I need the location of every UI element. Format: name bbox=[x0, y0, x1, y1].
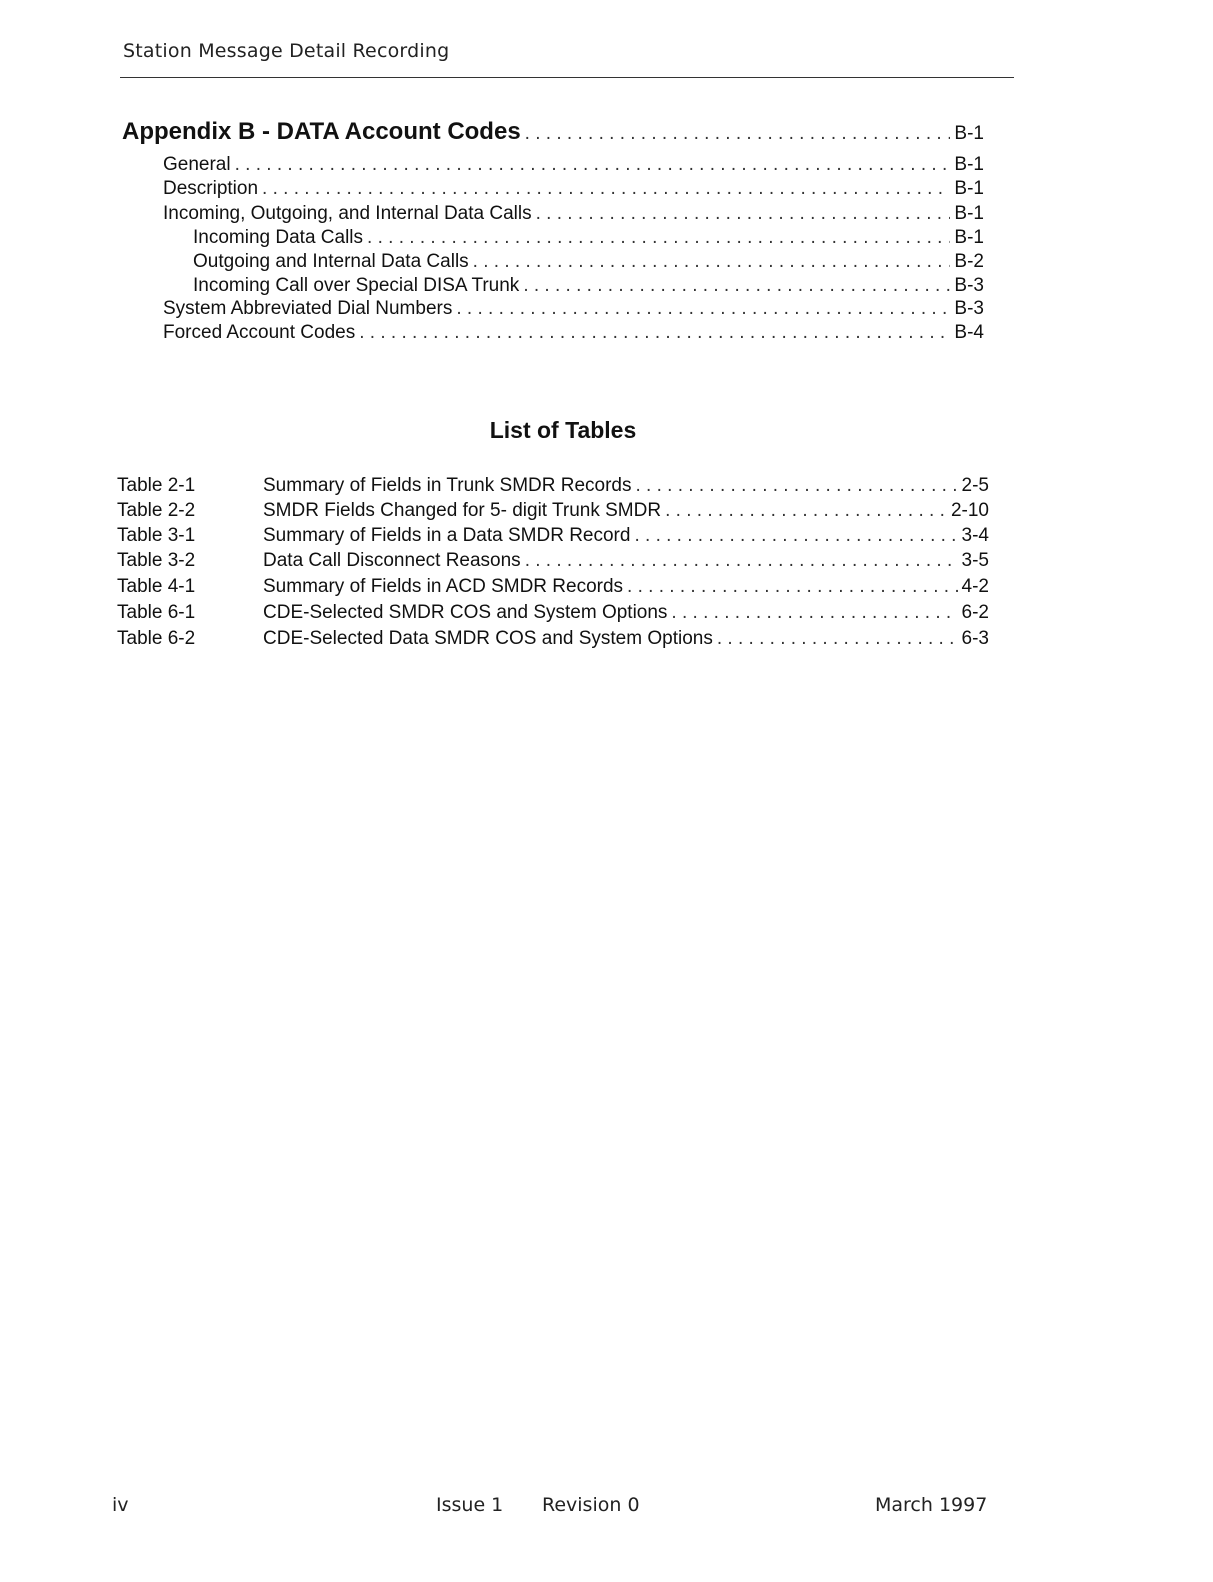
footer-issue: Issue 1 bbox=[436, 1494, 504, 1516]
toc-entry-forced-account-codes bbox=[163, 322, 984, 344]
table-entry bbox=[117, 628, 989, 652]
toc-entry-label: Incoming Data Calls bbox=[193, 227, 364, 248]
toc-entry-label: Forced Account Codes bbox=[163, 322, 356, 343]
dot-leader bbox=[359, 322, 950, 344]
dot-leader bbox=[473, 251, 951, 273]
appendix-title: Appendix B - DATA Account Codes bbox=[122, 118, 521, 145]
header-rule bbox=[120, 77, 1014, 78]
table-page: 2-5 bbox=[961, 475, 989, 496]
table-entry bbox=[117, 525, 989, 549]
table-page: 6-2 bbox=[961, 602, 989, 623]
dot-leader bbox=[525, 123, 951, 145]
header-title: Station Message Detail Recording bbox=[123, 40, 450, 62]
table-page: 4-2 bbox=[961, 576, 989, 597]
dot-leader bbox=[636, 475, 958, 497]
dot-leader bbox=[262, 178, 950, 200]
dot-leader bbox=[367, 227, 950, 249]
toc-entry-incoming-data-calls bbox=[193, 227, 984, 249]
table-entry bbox=[117, 602, 989, 626]
table-page: 3-5 bbox=[961, 550, 989, 571]
table-entry bbox=[117, 475, 989, 499]
table-entry bbox=[117, 550, 989, 574]
dot-leader bbox=[523, 275, 950, 297]
toc-entry-disa-trunk bbox=[193, 275, 984, 297]
appendix-page: B-1 bbox=[954, 123, 984, 144]
table-entry bbox=[117, 576, 989, 600]
table-number: Table 6-1 bbox=[117, 602, 196, 623]
toc-entry-label: Description bbox=[163, 178, 259, 199]
toc-entry-page: B-1 bbox=[954, 203, 984, 224]
dot-leader bbox=[235, 154, 951, 176]
dot-leader bbox=[665, 500, 947, 522]
table-title: Data Call Disconnect Reasons bbox=[263, 550, 521, 571]
table-title: Summary of Fields in Trunk SMDR Records bbox=[263, 475, 632, 496]
table-title: CDE-Selected SMDR COS and System Options bbox=[263, 602, 668, 623]
table-number: Table 4-1 bbox=[117, 576, 196, 597]
table-number: Table 6-2 bbox=[117, 628, 196, 649]
toc-entry-general bbox=[163, 154, 984, 176]
toc-entry-page: B-1 bbox=[954, 178, 984, 199]
table-entry bbox=[117, 500, 989, 524]
table-entry-line bbox=[263, 475, 989, 497]
dot-leader bbox=[627, 576, 957, 598]
toc-entry-page: B-1 bbox=[954, 227, 984, 248]
table-title: SMDR Fields Changed for 5- digit Trunk SMDR bbox=[263, 500, 662, 521]
table-entry-line bbox=[263, 550, 989, 572]
table-number: Table 2-1 bbox=[117, 475, 196, 496]
table-number: Table 3-2 bbox=[117, 550, 196, 571]
table-page: 2-10 bbox=[950, 500, 989, 521]
toc-entry-page: B-1 bbox=[954, 154, 984, 175]
table-entry-line bbox=[263, 602, 989, 624]
toc-entry-page: B-3 bbox=[954, 298, 984, 319]
dot-leader bbox=[536, 203, 951, 225]
dot-leader bbox=[634, 525, 957, 547]
table-entry-line bbox=[263, 628, 989, 650]
toc-entry-page: B-2 bbox=[954, 251, 984, 272]
toc-entry-page: B-4 bbox=[954, 322, 984, 343]
footer-revision: Revision 0 bbox=[542, 1494, 640, 1516]
toc-entry-label: System Abbreviated Dial Numbers bbox=[163, 298, 453, 319]
table-title: Summary of Fields in ACD SMDR Records bbox=[263, 576, 624, 597]
appendix-heading-row bbox=[122, 118, 984, 146]
toc-entry-page: B-3 bbox=[954, 275, 984, 296]
list-of-tables-title: List of Tables bbox=[489, 417, 637, 443]
dot-leader bbox=[717, 628, 958, 650]
toc-entry-label: Incoming, Outgoing, and Internal Data Calls bbox=[163, 203, 532, 224]
toc-entry-label: Outgoing and Internal Data Calls bbox=[193, 251, 469, 272]
table-page: 6-3 bbox=[961, 628, 989, 649]
toc-entry-label: Incoming Call over Special DISA Trunk bbox=[193, 275, 520, 296]
toc-entry-data-calls bbox=[163, 203, 984, 225]
toc-entry-outgoing-internal-data-calls bbox=[193, 251, 984, 273]
footer-date: March 1997 bbox=[875, 1494, 988, 1516]
toc-entry-abbreviated-dial bbox=[163, 298, 984, 320]
dot-leader bbox=[525, 550, 958, 572]
dot-leader bbox=[671, 602, 957, 624]
table-title: Summary of Fields in a Data SMDR Record bbox=[263, 525, 631, 546]
footer-page-number: iv bbox=[112, 1494, 129, 1516]
table-number: Table 2-2 bbox=[117, 500, 196, 521]
dot-leader bbox=[456, 298, 950, 320]
table-title: CDE-Selected Data SMDR COS and System Options bbox=[263, 628, 713, 649]
table-entry-line bbox=[263, 525, 989, 547]
table-page: 3-4 bbox=[961, 525, 989, 546]
table-number: Table 3-1 bbox=[117, 525, 196, 546]
toc-entry-description bbox=[163, 178, 984, 200]
table-entry-line bbox=[263, 500, 989, 522]
toc-entry-label: General bbox=[163, 154, 231, 175]
table-entry-line bbox=[263, 576, 989, 598]
